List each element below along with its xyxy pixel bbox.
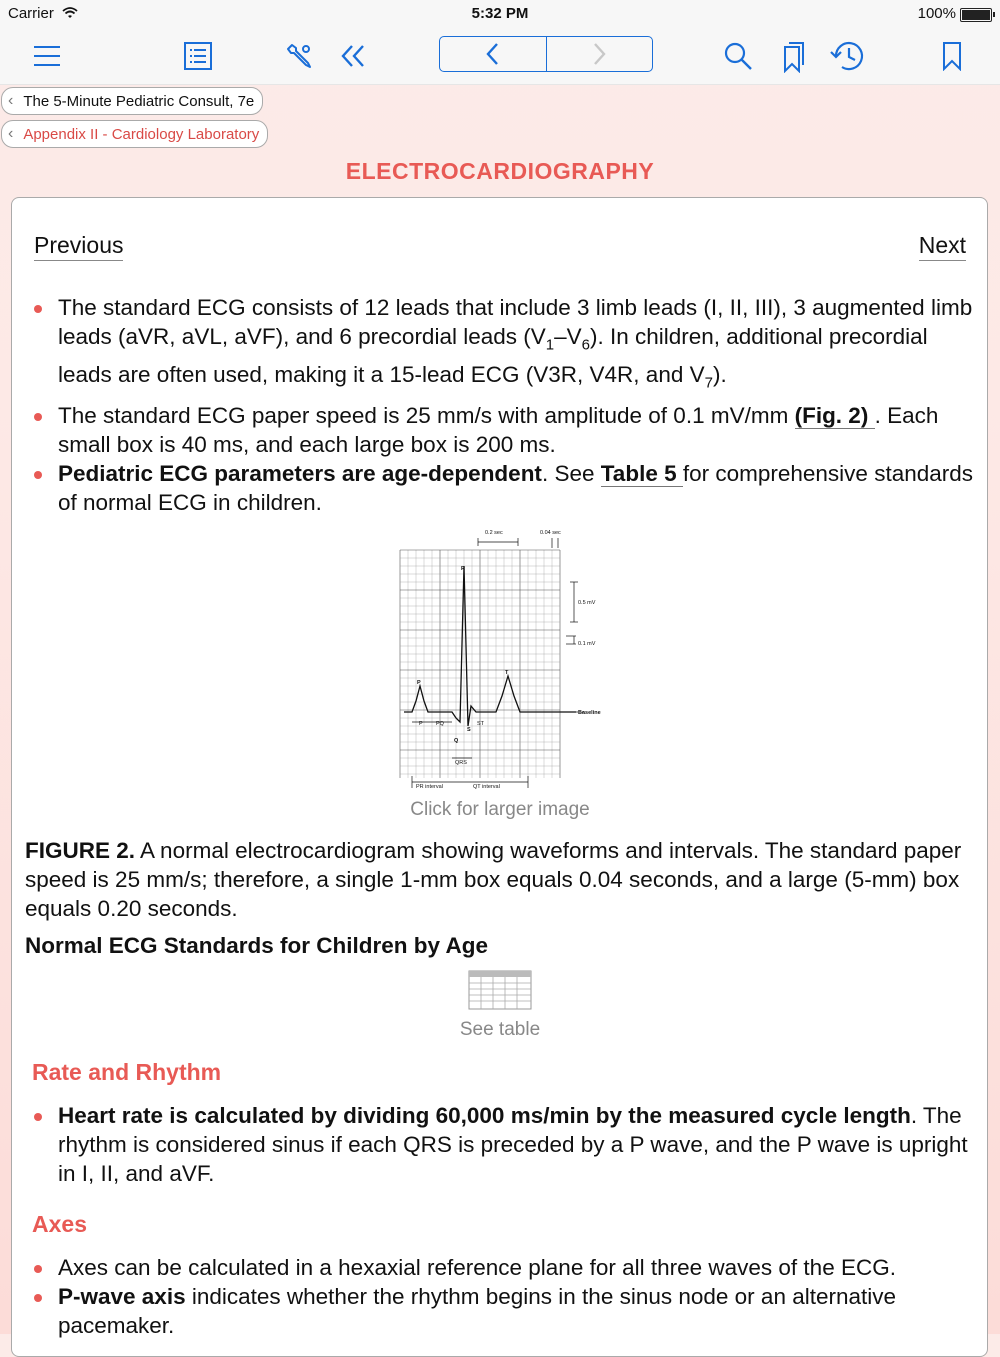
ecg-label: Baseline <box>578 710 601 716</box>
ecg-figure[interactable] <box>396 526 606 796</box>
ecg-label: T <box>505 670 509 676</box>
forward-arrow-button[interactable] <box>547 37 653 71</box>
bullet-bold-text: Heart rate is calculated by dividing 60,000 ms/min by the measured cycle length <box>58 1103 911 1128</box>
rate-rhythm-heading: Rate and Rhythm <box>32 1059 222 1085</box>
list-item <box>34 1253 979 1282</box>
bullet-text: indicates whether the rhythm begins in the sinus node or an alternative pacemaker. <box>58 1284 897 1338</box>
ecg-label: S <box>467 727 471 733</box>
bullet-dot <box>34 1294 42 1302</box>
figure-2-link[interactable]: (Fig. 2) <box>794 403 875 428</box>
ecg-label: ST <box>477 721 485 727</box>
battery-percent: 100% <box>917 5 956 22</box>
bullet-text: . See <box>541 461 601 486</box>
breadcrumb-book[interactable] <box>1 87 263 115</box>
clock: 5:32 PM <box>471 5 529 22</box>
battery-icon <box>960 8 992 22</box>
see-table-link[interactable]: See table <box>459 1019 541 1040</box>
double-chevron-left-icon[interactable] <box>331 34 375 78</box>
bullet-bold-text: P-wave axis <box>58 1284 186 1309</box>
bullet-dot <box>34 1265 42 1273</box>
bullet-text: Axes can be calculated in a hexaxial reference plane for all three waves of the ECG. <box>58 1255 896 1280</box>
back-arrow-button[interactable] <box>440 37 547 71</box>
ecg-label: R <box>461 566 465 572</box>
ecg-label: 0.1 mV <box>578 641 596 647</box>
ecg-label: QRS <box>455 760 467 766</box>
previous-link[interactable]: Previous <box>34 232 123 261</box>
table-icon[interactable] <box>468 970 532 1010</box>
wrench-icon[interactable] <box>277 34 321 78</box>
bullet-bold-text: Pediatric ECG parameters are age-dependent <box>58 461 542 486</box>
bookmarks-icon[interactable] <box>770 34 814 78</box>
table-5-link[interactable]: Table 5 <box>600 461 683 486</box>
next-link[interactable]: Next <box>919 232 966 261</box>
list-item <box>34 401 979 459</box>
bullet-dot <box>34 305 42 313</box>
bullet-text: The standard ECG paper speed is 25 mm/s with amplitude of 0.1 mV/mm <box>58 403 795 428</box>
subscript: 6 <box>581 336 590 354</box>
list-item <box>34 1282 979 1340</box>
toolbar <box>0 28 1000 85</box>
carrier-label: Carrier <box>8 5 78 22</box>
ecg-label: 0.04 sec <box>540 530 561 536</box>
ecg-label: 0.2 sec <box>485 530 503 536</box>
page-navigation-control <box>439 36 653 72</box>
history-icon[interactable] <box>824 34 868 78</box>
ecg-label: QT interval <box>473 784 500 790</box>
ecg-label: PR interval <box>416 784 443 790</box>
table-of-contents-icon[interactable] <box>176 34 220 78</box>
list-item <box>34 459 979 517</box>
bullet-text: . The rhythm is considered sinus if each QRS is preceded by a P wave, and the P wave is upright in I, II, and aVF. <box>58 1103 968 1186</box>
caption-text: A normal electrocardiogram showing waveforms and intervals. The standard paper speed is 25 mm/s; therefore, a single 1-mm box equals 0.04 seconds, and a large (5-mm) box equals 0.20 seconds. <box>25 838 962 921</box>
rate-rhythm-list <box>34 1101 979 1188</box>
caption-label: FIGURE 2. <box>25 838 136 863</box>
axes-list <box>34 1253 979 1340</box>
chevron-left-icon <box>485 42 501 66</box>
bullet-text: –V <box>554 324 582 349</box>
figure-caption <box>25 836 980 923</box>
bookmark-icon[interactable] <box>930 34 974 78</box>
ecg-label: Q <box>454 738 459 744</box>
axes-heading: Axes <box>32 1211 87 1237</box>
subscript: 1 <box>545 336 555 354</box>
breadcrumb-label: Appendix II - Cardiology Laboratory <box>23 125 260 143</box>
bullet-text: ). In children, additional precordial leads are often used, making it a 15-lead ECG (V3R, V4R, and V <box>58 324 928 387</box>
table-heading: Normal ECG Standards for Children by Age <box>25 933 488 958</box>
intro-bullet-list <box>34 293 979 517</box>
bullet-text: The standard ECG consists of 12 leads that include 3 limb leads (I, II, III), 3 augmented limb leads (aVR, aVL, aVF), and 6 precordial leads (V <box>58 295 973 349</box>
chevron-left-icon: ‹ <box>8 92 14 109</box>
chevron-left-icon: ‹ <box>8 125 14 142</box>
larger-image-link[interactable]: Click for larger image <box>410 799 590 820</box>
list-item <box>34 293 979 397</box>
bullet-text: for comprehensive standards of normal ECG in children. <box>58 461 974 515</box>
search-icon[interactable] <box>716 34 760 78</box>
chevron-right-icon <box>591 42 607 66</box>
ecg-label: PQ <box>436 721 444 727</box>
breadcrumb-chapter[interactable] <box>1 120 268 148</box>
ecg-label: P <box>419 721 423 727</box>
breadcrumb-label: The 5-Minute Pediatric Consult, 7e <box>23 92 255 110</box>
ecg-label: 0.5 mV <box>578 600 596 606</box>
list-item <box>34 1101 979 1188</box>
ecg-grid <box>400 550 560 778</box>
status-bar <box>0 0 1000 28</box>
page-title: ELECTROCARDIOGRAPHY <box>345 158 655 184</box>
bullet-dot <box>34 471 42 479</box>
bullet-text: ). <box>712 361 727 387</box>
bullet-dot <box>34 1113 42 1121</box>
bullet-text: . Each small box is 40 ms, and each large box is 200 ms. <box>58 403 939 457</box>
bullet-dot <box>34 413 42 421</box>
ecg-label: P <box>417 680 421 686</box>
menu-icon[interactable] <box>25 34 69 78</box>
subscript: 7 <box>704 374 713 391</box>
